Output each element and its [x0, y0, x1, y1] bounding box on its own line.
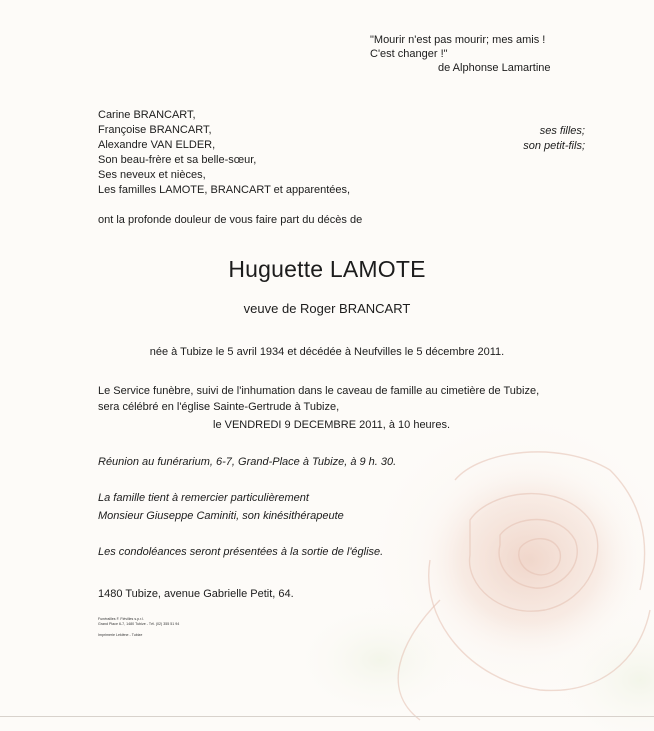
family-member: Alexandre VAN ELDER,	[98, 139, 216, 151]
service-date: le VENDREDI 9 DECEMBRE 2011, à 10 heures.	[213, 419, 451, 431]
family-member: Ses neveux et nièces,	[98, 169, 206, 181]
family-member: Son beau-frère et sa belle-sœur,	[98, 154, 257, 166]
quote-line-1: "Mourir n'est pas mourir; mes amis !	[370, 34, 546, 46]
quote-line-2: C'est changer !"	[370, 48, 448, 60]
service-line-1: Le Service funèbre, suivi de l'inhumation dans le caveau de famille au cimetière de Tubize,	[98, 385, 540, 397]
relation-grandson: son petit-fils;	[523, 140, 585, 152]
family-member: Carine BRANCART,	[98, 109, 196, 121]
thanks-line-1: La famille tient à remercier particulièrement	[98, 492, 309, 504]
page-edge-divider	[0, 716, 654, 717]
funeral-home-address: Grand Place 6-7, 1480 Tubize - Tél. (02) 355 51 94	[98, 622, 180, 626]
quote-author: de Alphonse Lamartine	[438, 62, 551, 74]
thanks-line-2: Monsieur Giuseppe Caminiti, son kinésithérapeute	[98, 510, 344, 522]
deceased-name: Huguette LAMOTE	[228, 256, 426, 282]
family-member: Françoise BRANCART,	[98, 124, 212, 136]
widow-of: veuve de Roger BRANCART	[243, 301, 411, 316]
relation-daughters: ses filles;	[539, 125, 585, 137]
announcement: ont la profonde douleur de vous faire part du décès de	[98, 214, 363, 226]
birth-death: née à Tubize le 5 avril 1934 et décédée à Neufvilles le 5 décembre 2011.	[149, 346, 505, 358]
address: 1480 Tubize, avenue Gabrielle Petit, 64.	[98, 588, 294, 600]
service-line-2: sera célébré en l'église Sainte-Gertrude à Tubize,	[98, 401, 340, 413]
condolences: Les condoléances seront présentées à la sortie de l'église.	[98, 546, 384, 558]
funeral-home-name: Funérailles F. Fiévilles s.p.r.l.	[98, 617, 144, 621]
family-member: Les familles LAMOTE, BRANCART et apparentées,	[98, 184, 351, 196]
reunion: Réunion au funérarium, 6-7, Grand-Place à Tubize, à 9 h. 30.	[98, 456, 397, 468]
printer-credit: Imprimerie Leklène - Tubize	[98, 633, 143, 637]
